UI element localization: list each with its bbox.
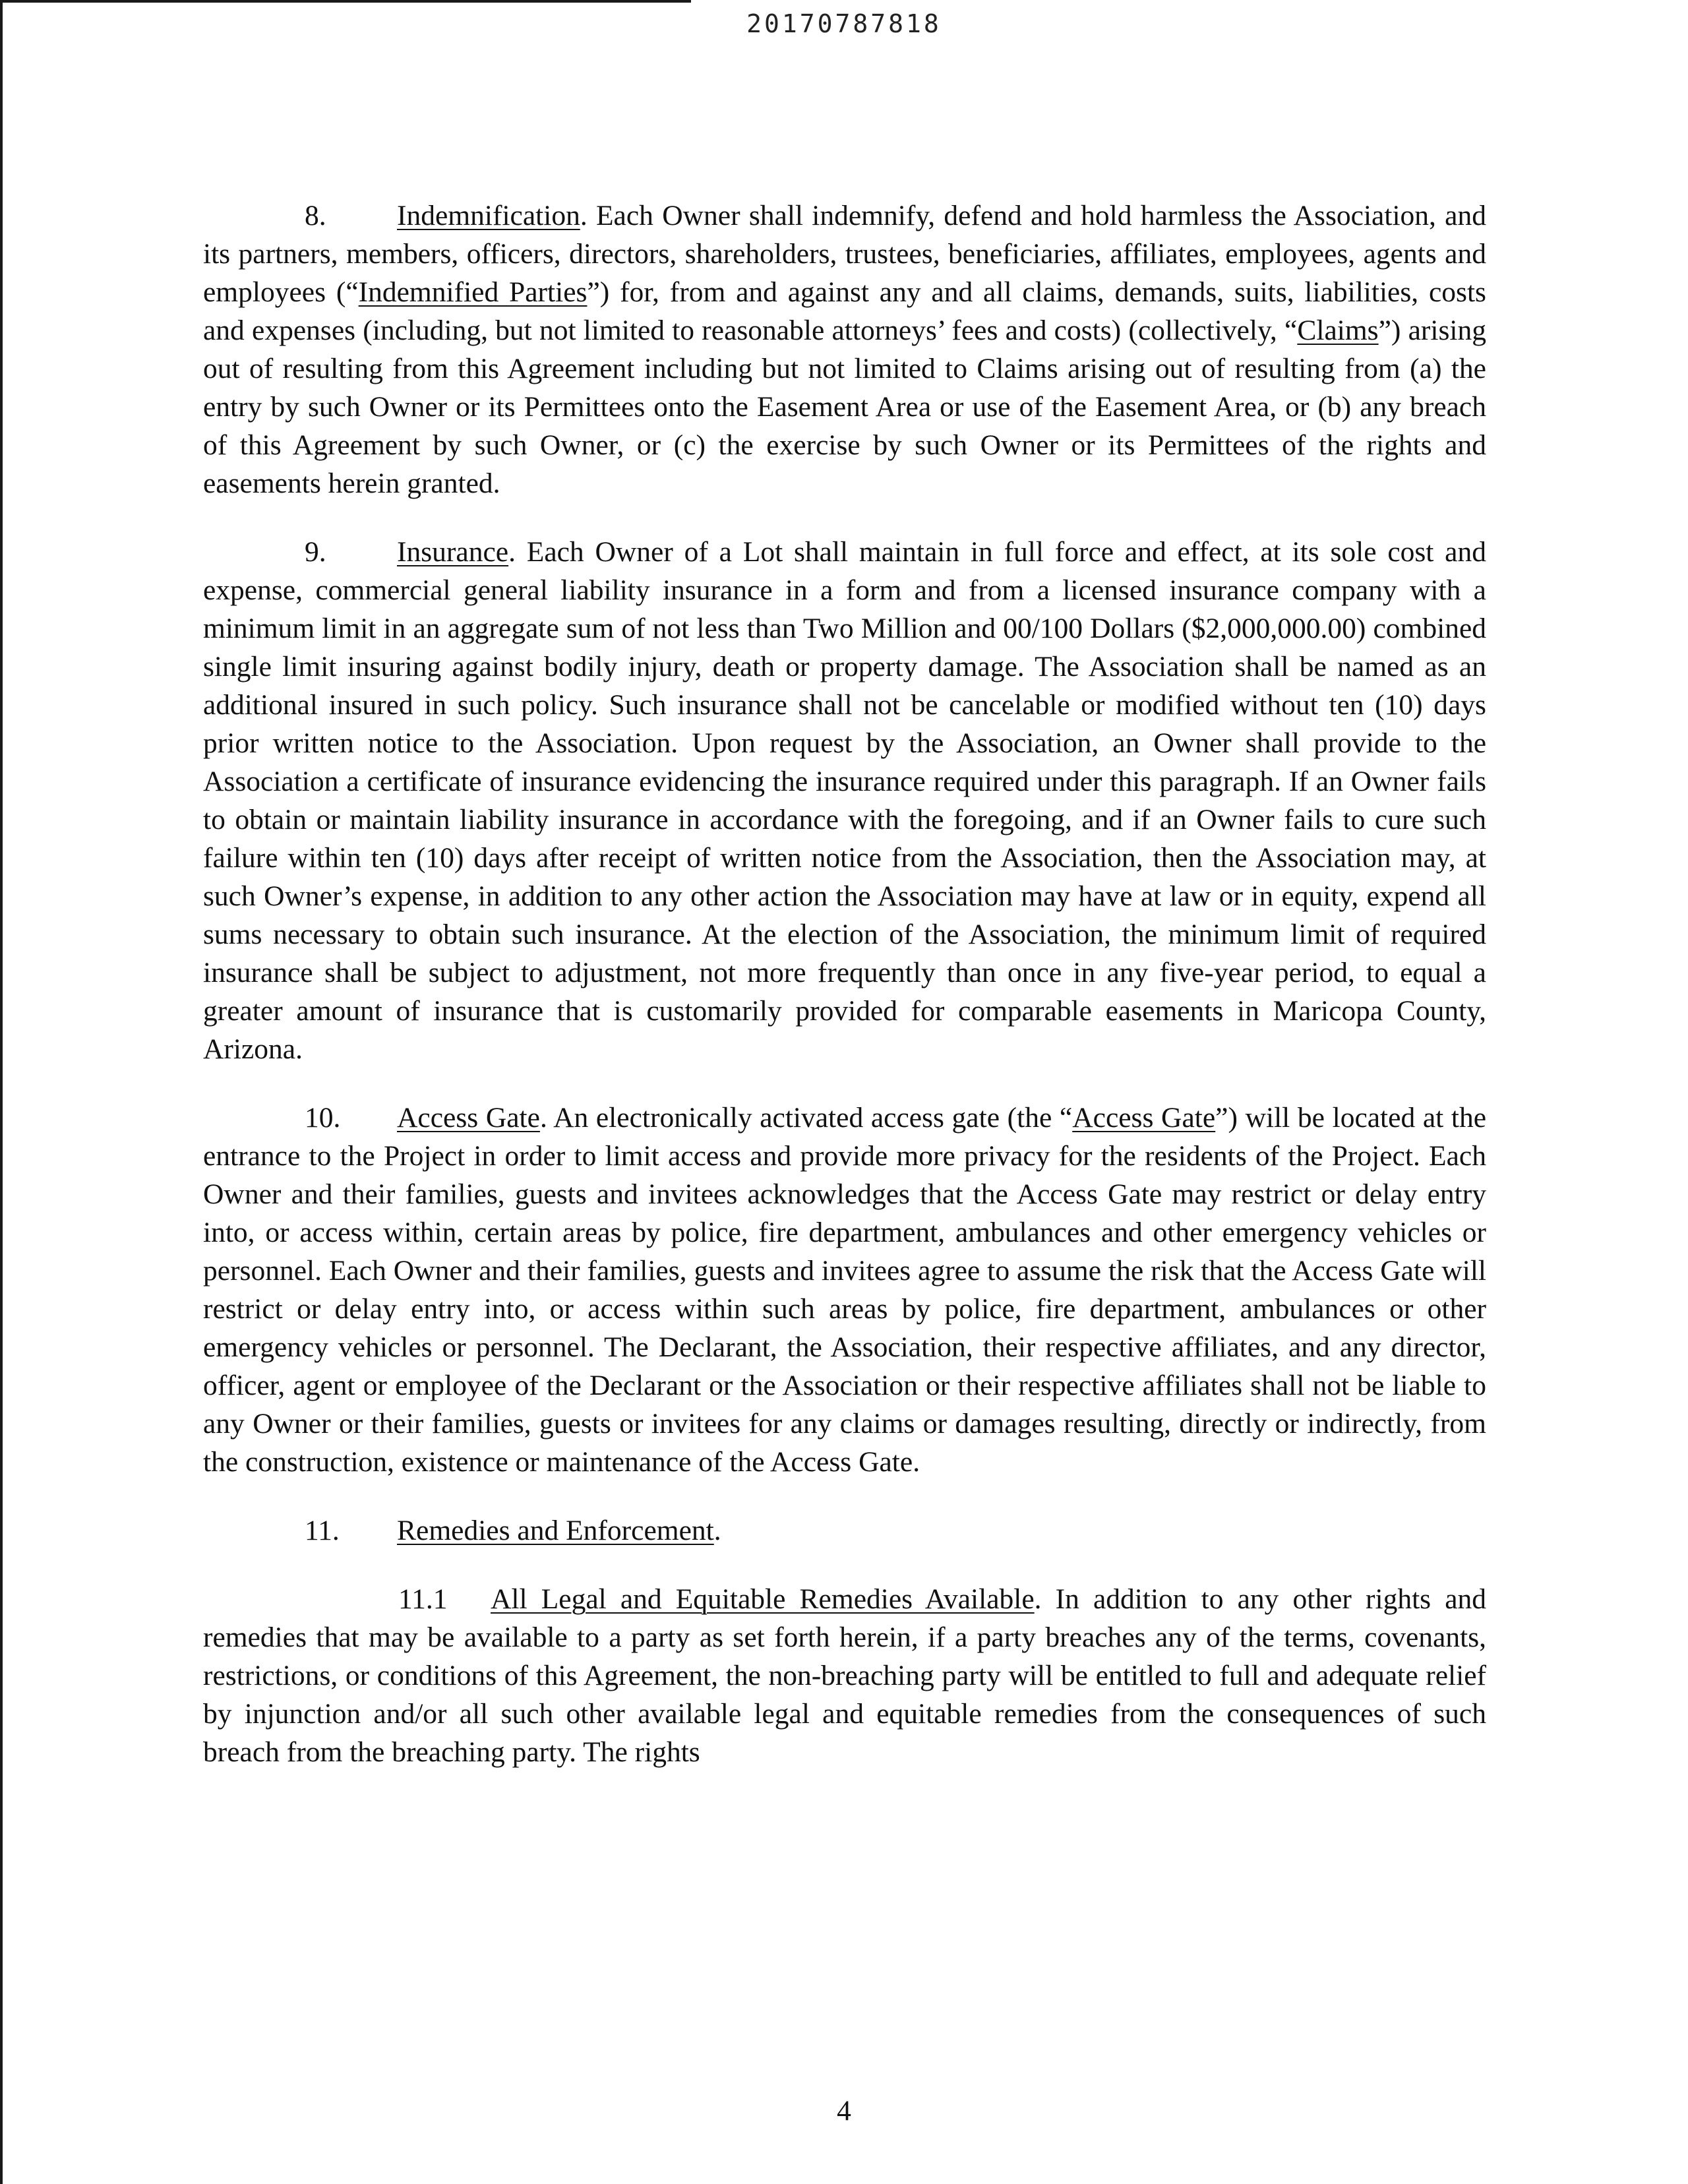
section-8 [203, 197, 1486, 502]
section-11-number: 11. [305, 1515, 340, 1546]
section-8-title: Indemnification [397, 200, 580, 231]
section-8-term-claims: Claims [1297, 315, 1379, 346]
scan-border-top [0, 0, 691, 3]
section-9 [203, 533, 1486, 1068]
section-11-1 [203, 1580, 1486, 1771]
section-11-1-title: All Legal and Equitable Remedies Available [491, 1583, 1035, 1615]
document-number: 20170787818 [746, 9, 942, 38]
section-11-title-suffix: . [713, 1515, 721, 1546]
section-8-text2: ”) for, from and against any and all claims, demands, suits, liabilities, costs and expenses (including, but not limited to reasonable attorneys’ fees and costs) (collectively, “ [203, 276, 1486, 346]
section-10-term-access-gate: Access Gate [1072, 1102, 1216, 1134]
section-8-number: 8. [305, 200, 326, 231]
section-10-text2: ”) will be located at the entrance to the Project in order to limit access and provide more privacy for the residents of the Project. Each Owner and their families, guests and invitees acknowledges that the Access Gate may restrict or delay entry into, or access within, certain areas by police, fire department, ambulances and other emergency vehicles or personnel. Each Owner and their families, guests and invitees agree to assume the risk that the Access Gate will restrict or delay entry into, or access within such areas by police, fire department, ambulances or other emergency vehicles or personnel. The Declarant, the Association, their respective affiliates, and any director, officer, agent or employee of the Declarant or the Association or their respective affiliates shall not be liable to any Owner or their families, guests or invitees for any claims or damages resulting, directly or indirectly, from the construction, existence or maintenance of the Access Gate. [203, 1102, 1487, 1478]
section-10-text1: . An electronically activated access gate (the “ [539, 1102, 1073, 1134]
section-10 [203, 1099, 1486, 1481]
section-9-title: Insurance [397, 536, 509, 568]
section-11-title: Remedies and Enforcement [397, 1515, 714, 1546]
section-11-1-number: 11.1 [398, 1583, 448, 1615]
section-10-title: Access Gate [397, 1102, 540, 1134]
scan-border-left [0, 0, 3, 2184]
section-9-text: . Each Owner of a Lot shall maintain in full force and effect, at its sole cost and expense, commercial general liability insurance in a form and from a licensed insurance company with a minimum limit in an aggregate sum of not less than Two Million and 00/100 Dollars ($2,000,000.00) combined single limit insuring against bodily injury, death or property damage. The Association shall be named as an additional insured in such policy. Such insurance shall not be cancelable or modified without ten (10) days prior written notice to the Association. Upon request by the Association, an Owner shall provide to the Association a certificate of insurance evidencing the insurance required under this paragraph. If an Owner fails to obtain or maintain liability insurance in accordance with the foregoing, and if an Owner fails to cure such failure within ten (10) days after receipt of written notice from the Association, then the Association may, at such Owner’s expense, in addition to any other action the Association may have at law or in equity, expend all sums necessary to obtain such insurance. At the election of the Association, the minimum limit of required insurance shall be subject to adjustment, not more frequently than once in any five-year period, to equal a greater amount of insurance that is customarily provided for comparable easements in Maricopa County, Arizona. [203, 536, 1486, 1065]
section-9-number: 9. [305, 536, 326, 568]
section-11-heading [203, 1511, 1486, 1550]
section-8-term-indemnified-parties: Indemnified Parties [358, 276, 588, 308]
section-11-1-text: . In addition to any other rights and remedies that may be available to a party as set forth herein, if a party breaches any of the terms, covenants, restrictions, or conditions of this Agreement, the non-breaching party will be entitled to full and adequate relief by injunction and/or all such other available legal and equitable remedies from the consequences of such breach from the breaching party. The rights [203, 1583, 1487, 1768]
section-8-text1: . Each Owner shall indemnify, defend and hold harmless the Association, and its partners, members, officers, directors, shareholders, trustees, beneficiaries, affiliates, employees, agents and employees (“ [203, 200, 1486, 308]
section-8-text3: ”) arising out of resulting from this Agreement including but not limited to Claims arising out of resulting from (a) the entry by such Owner or its Permittees onto the Easement Area or use of the Easement Area, or (b) any breach of this Agreement by such Owner, or (c) the exercise by such Owner or its Permittees of the rights and easements herein granted. [203, 315, 1487, 499]
page-number: 4 [837, 2095, 851, 2127]
section-10-number: 10. [305, 1102, 341, 1134]
page-body [203, 197, 1486, 1802]
